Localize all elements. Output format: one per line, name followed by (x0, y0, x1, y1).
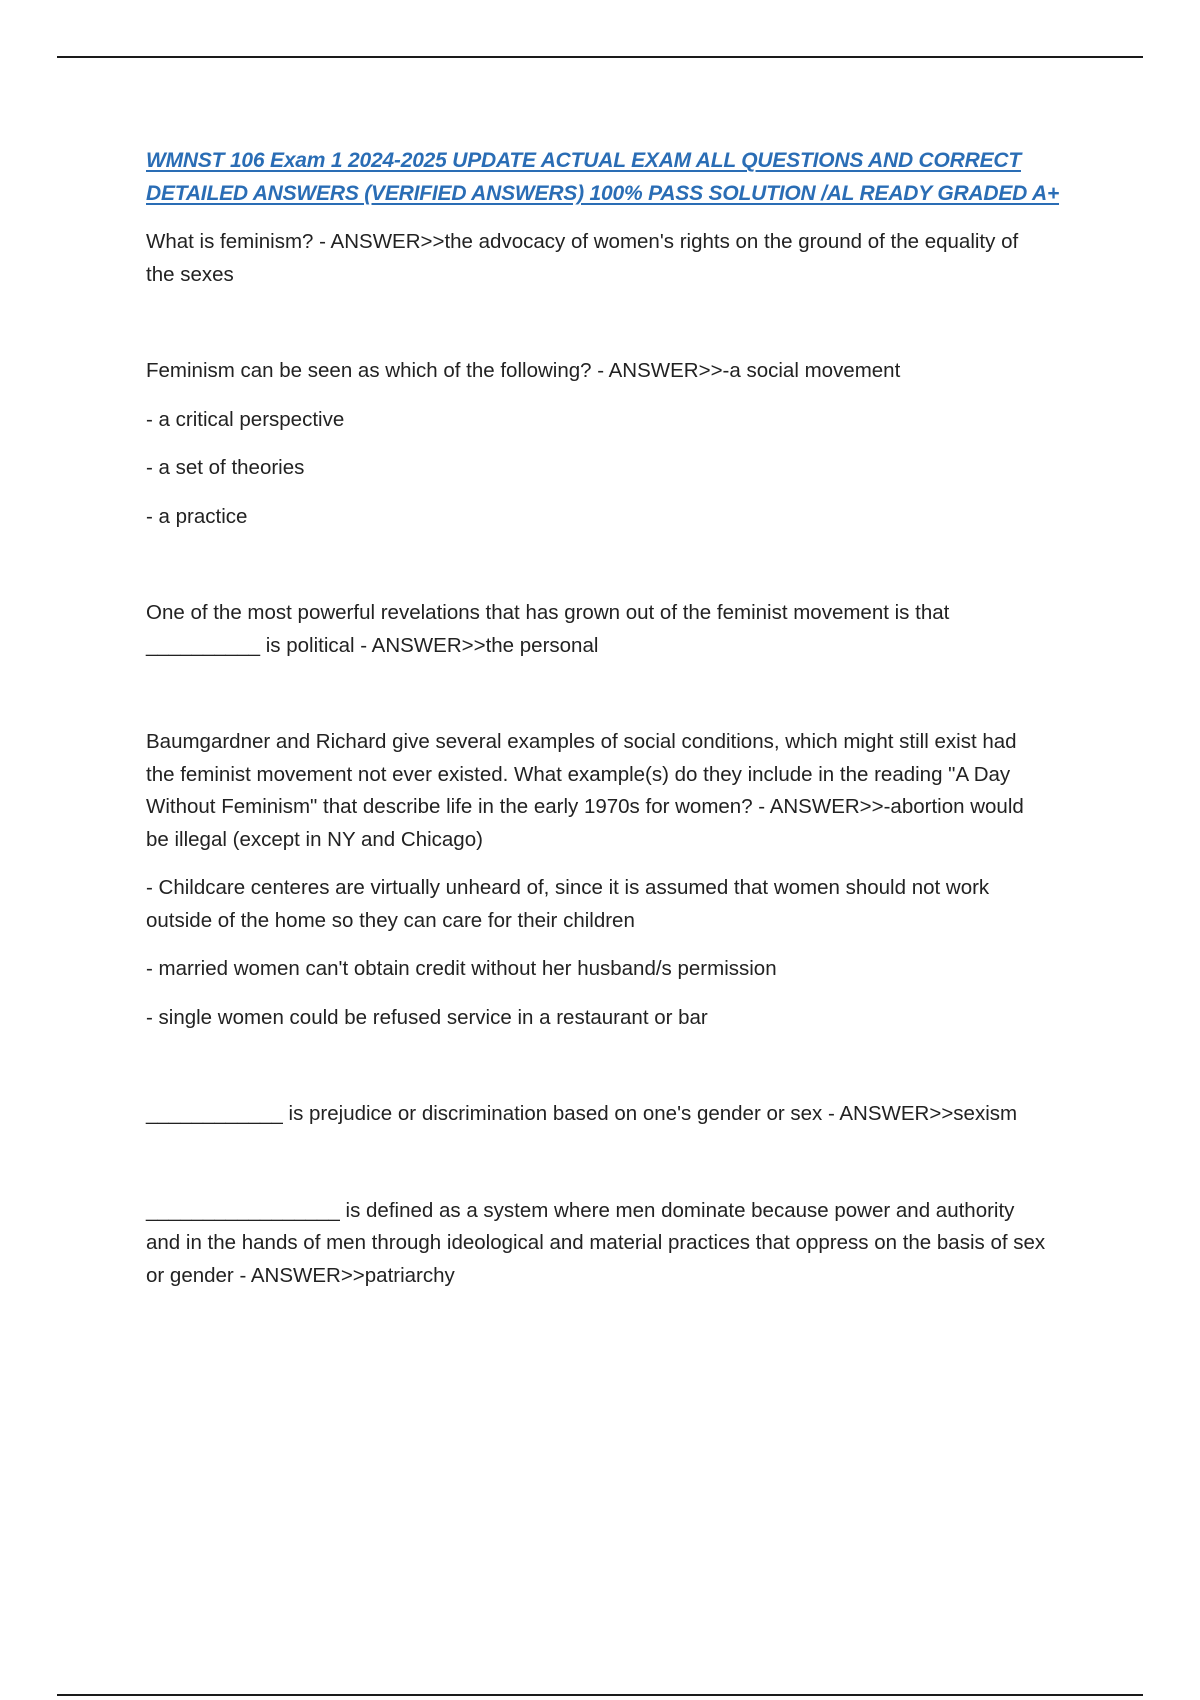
document-body (146, 144, 1060, 1292)
footer-rule (57, 1694, 1143, 1696)
question-5: ____________ is prejudice or discrimination based on one's gender or sex - ANSWER>>sexism (146, 1102, 1018, 1125)
answer-item: - a set of theories (146, 456, 305, 479)
title-line-1: WMNST 106 Exam 1 2024-2025 UPDATE ACTUAL EXAM ALL QUESTIONS AND CORRECT (146, 149, 1021, 172)
answer-item: - a practice (146, 504, 248, 528)
qa-item-6 (146, 1195, 1046, 1293)
qa-item-4 (146, 726, 1046, 1034)
document-title[interactable] (146, 144, 1060, 210)
question-1: What is feminism? - ANSWER>>the advocacy of women's rights on the ground of the equality of the sexes (146, 230, 1019, 286)
answer-item: - a critical perspective (146, 407, 345, 431)
qa-list (146, 226, 1046, 1292)
qa-item-3 (146, 597, 1046, 662)
qa-item-5 (146, 1098, 1046, 1131)
title-line-2: DETAILED ANSWERS (VERIFIED ANSWERS) 100% PASS SOLUTION /AL READY GRADED A+ (146, 182, 1060, 205)
qa-item-2 (146, 355, 1046, 533)
question-2: Feminism can be seen as which of the following? - ANSWER>>-a social movement (146, 359, 901, 382)
header-rule (57, 56, 1143, 58)
question-6: _________________ is defined as a system where men dominate because power and authority and in the hands of men through ideological and material practices that oppress on the basis of sex or gender - ANSWER>>patriarchy (146, 1198, 1046, 1287)
answer-item: - married women can't obtain credit without her husband/s permission (146, 957, 777, 980)
question-4: Baumgardner and Richard give several examples of social conditions, which might still exist had the feminist movement not ever existed. What example(s) do they include in the reading "A Day Without Feminism" that describe life in the early 1970s for women? - ANSWER>>-abortion would be illegal (except in NY and Chicago) (146, 730, 1024, 851)
question-3: One of the most powerful revelations that has grown out of the feminist movement is that __________ is political - ANSWER>>the personal (146, 601, 950, 657)
answer-item: - single women could be refused service in a restaurant or bar (146, 1005, 708, 1029)
qa-item-1 (146, 226, 1046, 291)
answer-item: - Childcare centeres are virtually unheard of, since it is assumed that women should not work outside of the home so they can care for their children (146, 876, 990, 932)
